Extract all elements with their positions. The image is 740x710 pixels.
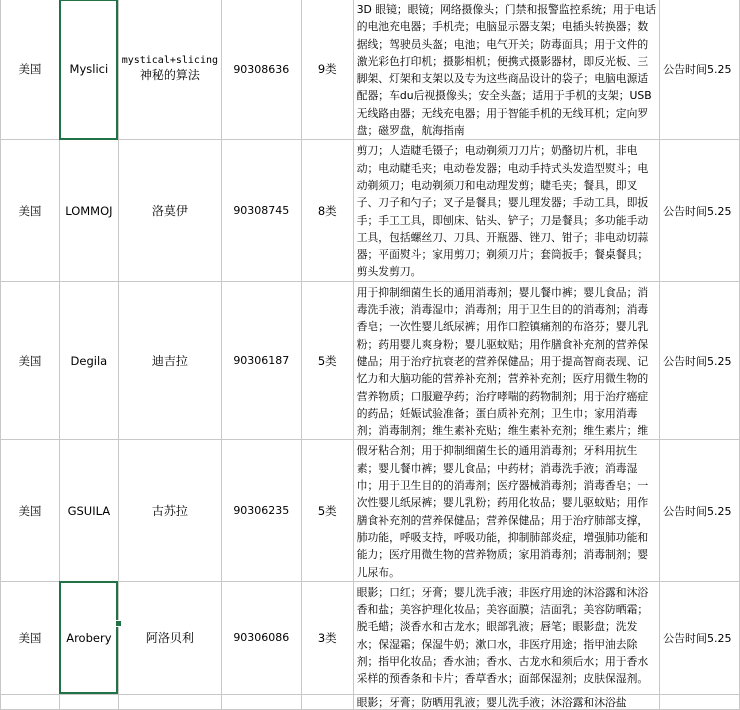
category-cell[interactable] — [301, 694, 353, 709]
goods-cell[interactable]: 假牙粘合剂；用于抑制细菌生长的通用消毒剂；牙科用抗生素；婴儿餐巾裤；婴儿食品；中药材；消毒洗手液；消毒湿巾；用于卫生目的的消毒剂；医疗器械消毒剂；消毒香皂；一次性婴儿纸尿裤；婴儿乳粉；药用化妆品；婴儿驱蚊贴；用作膳食补充剂的营养保健品；营养保健品；用于治疗肺部支撑，肺功能，呼吸支持，呼吸功能，抑制肺部炎症，增强肺功能和能力；医疗用微生物的营养物质；家用消毒剂；消毒制剂；婴儿尿布。 — [353, 440, 659, 581]
goods-cell[interactable]: 眼影；口红；牙膏；婴儿洗手液；非医疗用途的沐浴露和沐浴香和盐；美容护理化妆品；美容面膜；洁面乳；美容防晒霜；脱毛蜡；淡香水和古龙水；眼部乳液；唇笔；眼影盘；洗发水；保湿霜；保湿牛奶；漱口水，非医疗用途；指甲油去除剂；指甲化妆品；香水油；香水、古龙水和须后水；用于香水采样的预香条和卡片；香草香水；面部保湿剂；皮肤保湿剂。 — [353, 581, 659, 694]
notice-cell[interactable]: 公告时间5.25 — [660, 0, 740, 140]
brand-cell[interactable] — [59, 694, 118, 709]
country-cell[interactable]: 美国 — [1, 281, 60, 440]
category-cell[interactable]: 5类 — [301, 281, 353, 440]
country-cell[interactable]: 美国 — [1, 0, 60, 140]
goods-cell[interactable]: 眼影；牙膏；防晒用乳液；婴儿洗手液；沐浴露和沐浴盐 — [353, 694, 659, 709]
chinese-name-cell[interactable] — [118, 0, 221, 140]
category-cell[interactable]: 8类 — [301, 140, 353, 281]
goods-cell[interactable]: 剪刀；人造睫毛镊子；电动剃须刀刀片；奶酪切片机，非电动；电动睫毛夹；电动卷发器；电动手持式头发造型熨斗；电动剃须刀；电动剃须刀和电动理发剪；睫毛夹；餐具，即叉子、刀子和勺子；叉子是餐具；婴儿理发器；手动工具，即扳手；手工工具，即刨床、钻头、铲子；刀是餐具；多功能手动工具，包括螺丝刀、刀具、开瓶器、锉刀、钳子；非电动切蒜器；平面熨斗；家用剪刀；剃须刀片；套筒扳手；餐桌餐具；剪头发剪刀。 — [353, 140, 659, 281]
table-row — [1, 694, 740, 709]
chinese-name-cell[interactable]: 迪吉拉 — [118, 281, 221, 440]
fill-handle[interactable] — [115, 620, 122, 627]
chinese-name-line1: mystical+slicing — [121, 55, 219, 67]
brand-cell[interactable]: Myslici — [59, 0, 118, 140]
reg-number-cell[interactable]: 90308636 — [221, 0, 301, 140]
goods-cell[interactable]: 用于抑制细菌生长的通用消毒剂；婴儿餐巾裤；婴儿食品；消毒洗手液；消毒湿巾；消毒剂；用于卫生目的的消毒剂；消毒香皂；一次性婴儿纸尿裤；用作口腔镇痛剂的布洛芬；婴儿乳粉；药用婴儿爽身粉；婴儿驱蚊贴；用作膳食补充剂的营养保健品；用于治疗抗衰老的营养保健品；用于提高智商表现、记忆力和大脑功能的营养补充剂；营养补充剂；医疗用微生物的营养物质；口服避孕药；治疗哮喘的药物制剂；用于治疗癌症的药品；妊娠试验准备；蛋白质补充剂；卫生巾；家用消毒剂；消毒制剂；维生素补充贴；维生素补充剂；维生素片；维 — [353, 281, 659, 440]
table-row — [1, 581, 740, 694]
chinese-name-cell[interactable]: 阿洛贝利 — [118, 581, 221, 694]
reg-number-cell[interactable]: 90308745 — [221, 140, 301, 281]
chinese-name-cell[interactable]: 洛莫伊 — [118, 140, 221, 281]
table-row — [1, 140, 740, 281]
notice-cell[interactable]: 公告时间5.25 — [660, 281, 740, 440]
table-row — [1, 0, 740, 140]
country-cell[interactable]: 美国 — [1, 440, 60, 581]
notice-cell[interactable]: 公告时间5.25 — [660, 140, 740, 281]
brand-cell[interactable]: GSUILA — [59, 440, 118, 581]
chinese-name-line2: 神秘的算法 — [139, 68, 200, 83]
reg-number-cell[interactable]: 90306187 — [221, 281, 301, 440]
country-cell[interactable]: 美国 — [1, 581, 60, 694]
brand-cell[interactable]: LOMMOJ — [59, 140, 118, 281]
brand-cell[interactable]: Degila — [59, 281, 118, 440]
chinese-name-cell[interactable] — [118, 694, 221, 709]
category-cell[interactable]: 3类 — [301, 581, 353, 694]
table-row — [1, 281, 740, 440]
goods-cell[interactable]: 3D 眼镜；眼镜；网络摄像头；门禁和报警监控系统；用于电话的电池充电器；手机壳；电脑显示器支架；电插头转换器；数据线；驾驶员头盔；电池；电气开关；防毒面具；用于文件的激光彩色打印机；摄影相机；便携式摄影器材，即反光板、三脚架、灯架和支架以及专为这些商品设计的袋子；电脑电源适配器；车du后视摄像头；安全头盔；适用于手机的支架；USB无线路由器；无线充电器；用于智能手机的无线耳机；定向罗盘；磁罗盘，航海指南 — [353, 0, 659, 140]
notice-cell[interactable]: 公告时间5.25 — [660, 581, 740, 694]
category-cell[interactable]: 9类 — [301, 0, 353, 140]
chinese-name-cell[interactable]: 古苏拉 — [118, 440, 221, 581]
reg-number-cell[interactable]: 90306235 — [221, 440, 301, 581]
brand-cell[interactable]: Arobery — [59, 581, 118, 694]
reg-number-cell[interactable] — [221, 694, 301, 709]
reg-number-cell[interactable]: 90306086 — [221, 581, 301, 694]
category-cell[interactable]: 5类 — [301, 440, 353, 581]
table-row — [1, 440, 740, 581]
notice-cell[interactable] — [660, 694, 740, 709]
notice-cell[interactable]: 公告时间5.25 — [660, 440, 740, 581]
country-cell[interactable]: 美国 — [1, 140, 60, 281]
country-cell[interactable] — [1, 694, 60, 709]
